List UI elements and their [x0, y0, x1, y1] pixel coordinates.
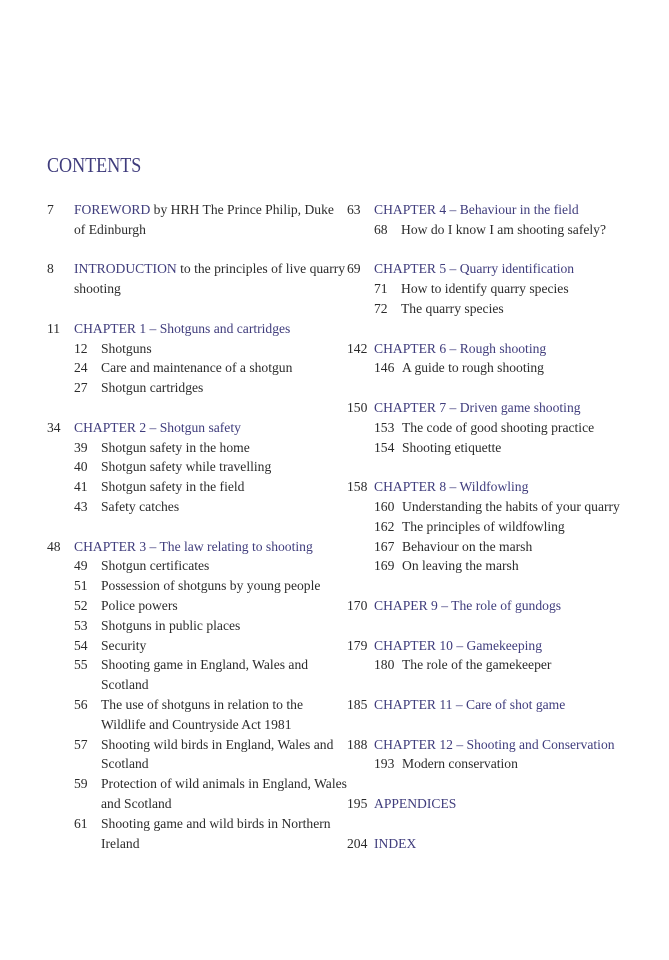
- toc-entry-title: CHAPTER 11 – Care of shot game: [374, 696, 566, 712]
- toc-subentry-title: The role of the gamekeeper: [402, 657, 552, 673]
- toc-entry[interactable]: [47, 319, 347, 339]
- toc-entry[interactable]: [347, 735, 647, 755]
- toc-subentry-title: Shooting game in England, Wales and Scotland: [101, 657, 309, 693]
- toc-subentry-title: Behaviour on the marsh: [402, 538, 533, 554]
- toc-subentry-title: The use of shotguns in relation to the Wildlife and Countryside Act 1981: [101, 696, 303, 732]
- toc-entry-title: FOREWORD: [74, 202, 151, 217]
- toc-entry-title: APPENDICES: [374, 795, 457, 811]
- toc-subentry[interactable]: [47, 774, 347, 814]
- toc-subentry-title: Shotgun cartridges: [101, 380, 204, 396]
- toc-entry[interactable]: [347, 596, 647, 616]
- toc-entry-title: CHAPTER 7 – Driven game shooting: [374, 399, 581, 415]
- toc-subentry-title: Police powers: [101, 597, 178, 613]
- toc-subentry-title: Possession of shotguns by young people: [101, 578, 321, 594]
- toc-subentry[interactable]: [347, 418, 647, 438]
- toc-entry-title: CHAPTER 5 – Quarry identification: [374, 261, 575, 277]
- toc-section: [347, 794, 647, 814]
- toc-subentry-title: Shooting etiquette: [402, 439, 502, 455]
- toc-subentry[interactable]: [47, 695, 347, 735]
- toc-subentry[interactable]: [47, 556, 347, 576]
- toc-subentry-page-number: 12: [74, 340, 88, 356]
- toc-subentry-page-number: 49: [74, 558, 88, 574]
- toc-subentry[interactable]: [347, 497, 647, 517]
- toc-page-number: 8: [47, 261, 54, 277]
- toc-section: [47, 200, 347, 240]
- toc-subentry-title: The code of good shooting practice: [402, 419, 595, 435]
- toc-subentry[interactable]: [47, 457, 347, 477]
- toc-subentry[interactable]: [47, 477, 347, 497]
- page-title: CONTENTS: [47, 153, 142, 177]
- toc-page-number: 170: [347, 597, 368, 613]
- toc-section: [347, 398, 647, 457]
- toc-subentry-title: Protection of wild animals in England, Wales and Scotland: [101, 776, 347, 811]
- toc-subentry-page-number: 57: [74, 736, 88, 752]
- toc-subentry-title: Security: [101, 637, 147, 653]
- toc-entry[interactable]: [47, 537, 347, 557]
- toc-subentry-page-number: 71: [374, 281, 388, 297]
- toc-subentry-page-number: 68: [374, 221, 388, 237]
- toc-subentry[interactable]: [347, 220, 647, 240]
- toc-section: [347, 735, 647, 775]
- toc-subentry-title: Shotgun safety in the home: [101, 439, 250, 455]
- toc-page-number: 179: [347, 637, 368, 653]
- toc-subentry-title: Shotgun safety while travelling: [101, 459, 272, 475]
- toc-entry-title: INDEX: [374, 835, 417, 851]
- toc-entry[interactable]: [347, 695, 647, 715]
- toc-subentry-title: The principles of wildfowling: [402, 518, 565, 534]
- toc-page-number: 185: [347, 696, 368, 712]
- toc-subentry[interactable]: [47, 636, 347, 656]
- toc-subentry[interactable]: [47, 339, 347, 359]
- toc-section: [47, 537, 347, 854]
- toc-entry[interactable]: [47, 259, 347, 299]
- toc-subentry-title: How do I know I am shooting safely?: [401, 221, 607, 237]
- toc-section: [47, 319, 347, 398]
- toc-subentry-title: Shotgun safety in the field: [101, 479, 245, 495]
- toc-entry-description: by HRH The Prince Philip, Duke of Edinburgh: [74, 202, 334, 237]
- toc-subentry-title: On leaving the marsh: [402, 558, 519, 574]
- toc-subentry-page-number: 56: [74, 696, 88, 712]
- toc-subentry-title: Shotguns in public places: [101, 617, 241, 633]
- toc-subentry-page-number: 61: [74, 815, 88, 831]
- toc-subentry[interactable]: [347, 754, 647, 774]
- toc-subentry-page-number: 193: [374, 756, 395, 772]
- toc-subentry-title: The quarry species: [401, 300, 504, 316]
- toc-subentry[interactable]: [47, 616, 347, 636]
- contents-right-column: [347, 200, 647, 873]
- toc-subentry-title: Shooting wild birds in England, Wales and Scotland: [101, 736, 334, 772]
- toc-subentry-page-number: 55: [74, 657, 88, 673]
- toc-section: [347, 477, 647, 576]
- toc-page-number: 69: [347, 261, 361, 277]
- toc-section: [347, 259, 647, 318]
- toc-subentry-page-number: 40: [74, 459, 88, 475]
- toc-subentry[interactable]: [47, 497, 347, 517]
- toc-subentry[interactable]: [347, 358, 647, 378]
- toc-page-number: 142: [347, 340, 368, 356]
- toc-subentry-page-number: 43: [74, 498, 88, 514]
- toc-subentry-page-number: 180: [374, 657, 395, 673]
- toc-subentry[interactable]: [347, 438, 647, 458]
- toc-subentry-title: Shotguns: [101, 340, 152, 356]
- toc-page-number: 195: [347, 795, 368, 811]
- toc-entry[interactable]: [347, 834, 647, 854]
- toc-page-number: 204: [347, 835, 368, 851]
- toc-subentry[interactable]: [47, 576, 347, 596]
- toc-entry[interactable]: [347, 339, 647, 359]
- toc-subentry-page-number: 54: [74, 637, 88, 653]
- toc-subentry[interactable]: [347, 655, 647, 675]
- toc-subentry[interactable]: [47, 438, 347, 458]
- toc-entry-title: INTRODUCTION: [74, 261, 177, 277]
- toc-subentry-title: Shotgun certificates: [101, 558, 210, 574]
- toc-subentry-title: Safety catches: [101, 498, 180, 514]
- toc-entry[interactable]: [347, 200, 647, 220]
- toc-subentry-page-number: 169: [374, 558, 395, 574]
- toc-entry[interactable]: [347, 794, 647, 814]
- toc-subentry-title: Understanding the habits of your quarry: [402, 498, 620, 514]
- toc-entry-title: CHAPER 9 – The role of gundogs: [374, 597, 562, 613]
- toc-subentry-page-number: 59: [74, 776, 88, 792]
- toc-subentry-page-number: 41: [74, 479, 88, 495]
- toc-subentry-page-number: 27: [74, 380, 88, 396]
- toc-page-number: 34: [47, 419, 61, 435]
- toc-subentry[interactable]: [347, 537, 647, 557]
- toc-entry-title: CHAPTER 4 – Behaviour in the field: [374, 202, 579, 217]
- toc-subentry[interactable]: [47, 596, 347, 616]
- toc-subentry-page-number: 146: [374, 360, 395, 376]
- toc-subentry-title: Shooting game and wild birds in Northern Ireland: [101, 815, 331, 851]
- toc-section: [347, 636, 647, 676]
- toc-section: [347, 596, 647, 616]
- toc-entry-title: CHAPTER 10 – Gamekeeping: [374, 637, 543, 653]
- toc-subentry[interactable]: [47, 814, 347, 854]
- toc-section: [347, 695, 647, 715]
- toc-page-number: 11: [47, 320, 61, 336]
- toc-subentry-title: Care and maintenance of a shotgun: [101, 360, 293, 376]
- toc-subentry-page-number: 153: [374, 419, 395, 435]
- toc-subentry-page-number: 52: [74, 597, 88, 613]
- toc-subentry-title: How to identify quarry species: [401, 281, 569, 297]
- toc-entry[interactable]: [47, 200, 347, 240]
- toc-subentry-page-number: 154: [374, 439, 395, 455]
- toc-entry-description: to the principles of live quarry shooting: [74, 261, 346, 297]
- toc-entry-title: CHAPTER 12 – Shooting and Conservation: [374, 736, 615, 752]
- toc-subentry[interactable]: [47, 378, 347, 398]
- toc-entry[interactable]: [347, 636, 647, 656]
- toc-subentry-page-number: 72: [374, 300, 388, 316]
- toc-subentry-page-number: 53: [74, 617, 88, 633]
- toc-section: [47, 259, 347, 299]
- toc-entry[interactable]: [47, 418, 347, 438]
- toc-page-number: 150: [347, 399, 368, 415]
- toc-entry-title: CHAPTER 6 – Rough shooting: [374, 340, 547, 356]
- toc-subentry-page-number: 39: [74, 439, 88, 455]
- toc-subentry[interactable]: [47, 655, 347, 695]
- toc-page-number: 48: [47, 538, 61, 554]
- toc-subentry[interactable]: [347, 299, 647, 319]
- toc-page-number: 63: [347, 202, 361, 217]
- toc-entry-title: CHAPTER 8 – Wildfowling: [374, 479, 529, 495]
- toc-section: [347, 834, 647, 854]
- toc-subentry-page-number: 162: [374, 518, 395, 534]
- toc-subentry-title: Modern conservation: [402, 756, 518, 772]
- toc-subentry-page-number: 160: [374, 498, 395, 514]
- toc-subentry-page-number: 167: [374, 538, 395, 554]
- toc-page-number: 158: [347, 479, 368, 495]
- toc-entry[interactable]: [347, 259, 647, 279]
- toc-section: [347, 200, 647, 240]
- toc-subentry[interactable]: [347, 517, 647, 537]
- toc-subentry[interactable]: [347, 279, 647, 299]
- toc-entry-title: CHAPTER 2 – Shotgun safety: [74, 419, 241, 435]
- contents-left-column: [47, 200, 347, 873]
- toc-entry-title: CHAPTER 1 – Shotguns and cartridges: [74, 320, 291, 336]
- toc-subentry-title: A guide to rough shooting: [402, 360, 544, 376]
- toc-entry-title: CHAPTER 3 – The law relating to shooting: [74, 538, 313, 554]
- toc-entry[interactable]: [347, 477, 647, 497]
- toc-page-number: 188: [347, 736, 368, 752]
- toc-entry[interactable]: [347, 398, 647, 418]
- toc-subentry[interactable]: [347, 556, 647, 576]
- toc-subentry-page-number: 51: [74, 578, 88, 594]
- toc-subentry[interactable]: [47, 735, 347, 775]
- toc-subentry-page-number: 24: [74, 360, 88, 376]
- toc-page-number: 7: [47, 202, 54, 217]
- toc-section: [347, 339, 647, 379]
- toc-subentry[interactable]: [47, 358, 347, 378]
- toc-section: [47, 418, 347, 517]
